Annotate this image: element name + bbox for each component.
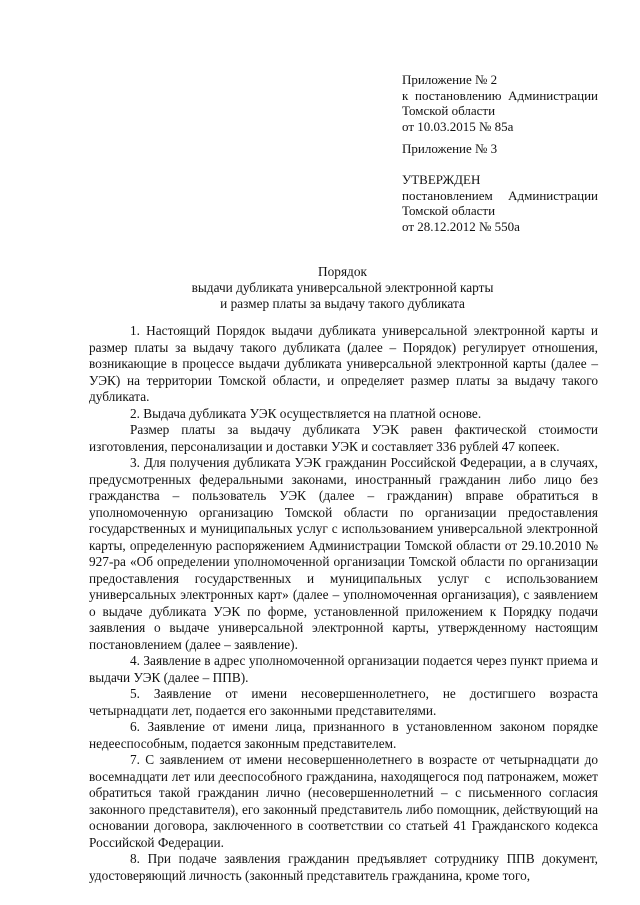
paragraph: 3. Для получения дубликата УЭК гражданин Российской Федерации, а в случаях, предусмотренных федеральными законами, иностранный гражданин либо лицо без гражданства – пользователь УЭК (далее – гражданин) вправе обратиться в уполномоченную организацию Томской области по организации предоставления государственных и муниципальных услуг с использованием универсальной электронной карты, определенную распоряжением Администрации Томской области от 29.10.2010 № 927-ра «Об определении уполномоченной организации Томской области по организации предоставления государственных и муниципальных услуг с использованием универсальных электронных карт» (далее – уполномоченная организация), с заявлением о выдаче дубликата УЭК по форме, установленной приложением к Порядку подачи заявления о выдаче универсальной электронной карты, утвержденному настоящим постановлением (далее – заявление). bbox=[89, 455, 598, 652]
document-body bbox=[89, 323, 598, 884]
title-line: и размер платы за выдачу такого дубликата bbox=[220, 296, 465, 311]
title-line: Порядок bbox=[318, 264, 367, 279]
appendix-block-3 bbox=[402, 141, 598, 157]
appendix-line: Приложение № 2 bbox=[402, 72, 498, 87]
approval-line: от 28.12.2012 № 550а bbox=[402, 218, 520, 234]
appendix-line: Томской области bbox=[402, 103, 496, 118]
paragraph: 1. Настоящий Порядок выдачи дубликата универсальной электронной карты и размер платы за выдачу такого дубликата (далее – Порядок) регулирует отношения, возникающие в процессе выдачи дубликата универсальной электронной карты (далее – УЭК) на территории Томской области, и определяет размер платы за выдачу такого дубликата. bbox=[89, 323, 598, 404]
appendix-line: к постановлению Администрации bbox=[402, 87, 598, 103]
paragraph: 5. Заявление от имени несовершеннолетнего, не достигшего возраста четырнадцати лет, подается его законными представителями. bbox=[89, 686, 598, 718]
title-line: выдачи дубликата универсальной электронной карты bbox=[191, 280, 494, 295]
appendix-line: Приложение № 3 bbox=[402, 141, 498, 156]
approval-line: Томской области bbox=[402, 203, 496, 218]
appendix-line: от 10.03.2015 № 85а bbox=[402, 118, 514, 134]
paragraph: 4. Заявление в адрес уполномоченной организации подается через пункт приема и выдачи УЭК (далее – ППВ). bbox=[89, 653, 598, 685]
paragraph: 7. С заявлением от имени несовершеннолетнего в возрасте от четырнадцати до восемнадцати лет или дееспособного гражданина, находящегося под патронажем, может обратиться такой гражданин лично (несовершеннолетний – с письменного согласия законного представителя), его законный представитель либо помощник, действующий на основании договора, заключенного в соответствии со статьей 41 Гражданского кодекса Российской Федерации. bbox=[89, 752, 598, 850]
paragraph: 2. Выдача дубликата УЭК осуществляется на платной основе. bbox=[130, 405, 482, 421]
approval-line: постановлением Администрации bbox=[402, 187, 598, 203]
document-title bbox=[90, 264, 595, 312]
paragraph: 6. Заявление от имени лица, признанного в установленном законом порядке недееспособным, подается законным представителем. bbox=[89, 719, 598, 751]
approval-line: УТВЕРЖДЕН bbox=[402, 172, 481, 187]
paragraph: 8. При подаче заявления гражданин предъявляет сотруднику ППВ документ, удостоверяющий личность (законный представитель гражданина, кроме того, bbox=[89, 851, 598, 883]
appendix-block-2 bbox=[402, 72, 598, 134]
approval-block bbox=[402, 172, 598, 234]
paragraph: Размер платы за выдачу дубликата УЭК равен фактической стоимости изготовления, персонализации и доставки УЭК и составляет 336 рублей 47 копеек. bbox=[89, 422, 598, 454]
